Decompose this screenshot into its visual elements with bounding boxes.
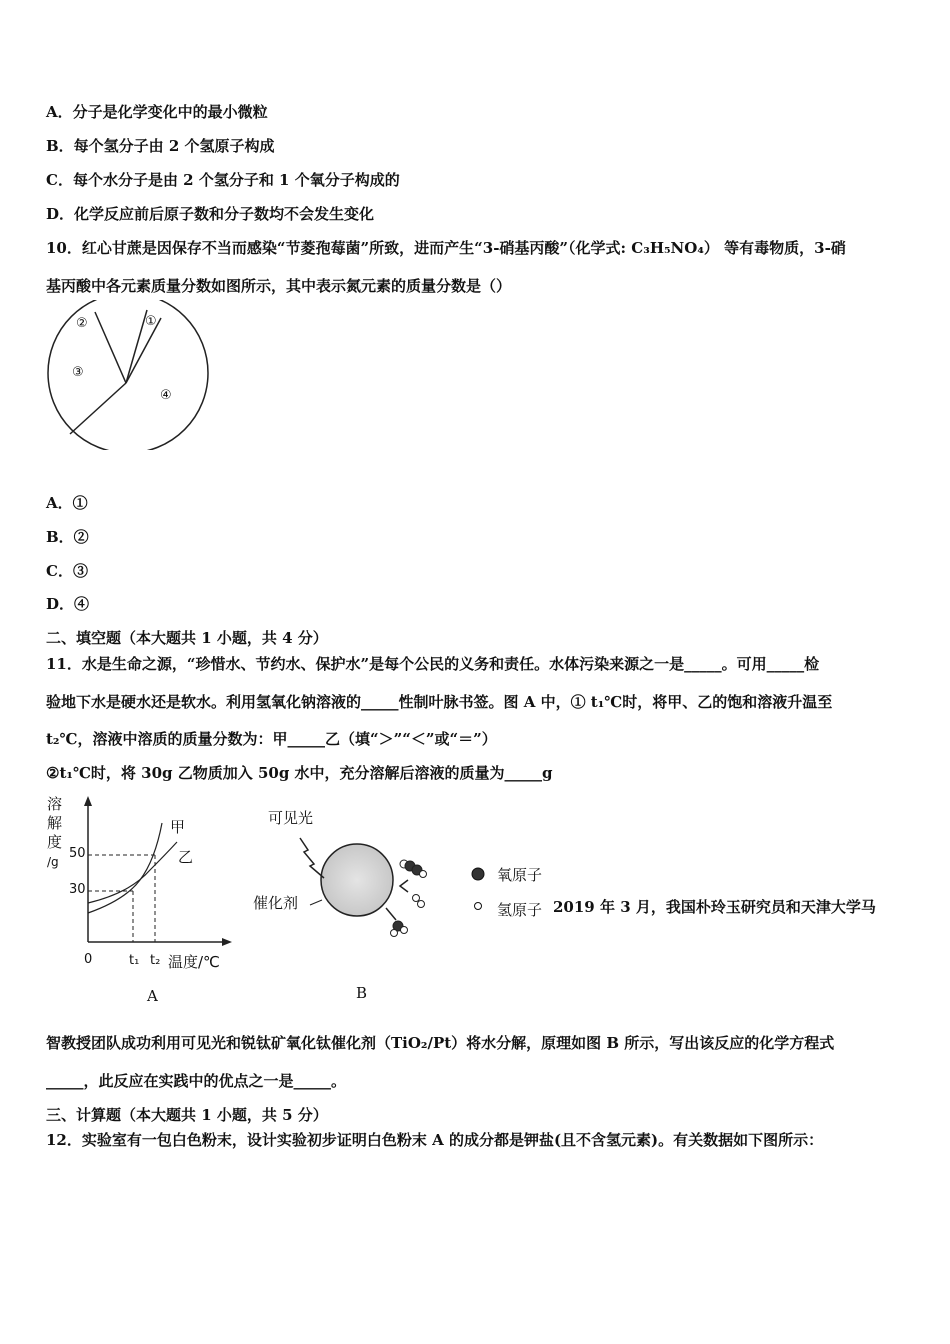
catalyst-label: 催化剂 [253,894,299,912]
solubility-graph [40,790,240,960]
hydrogen-atom [413,895,420,902]
hydrogen-atom-icon [472,900,484,912]
q9-option-a: A．分子是化学变化中的最小微粒 [46,103,268,121]
q11-line5: 智教授团队成功利用可见光和锐钛矿氧化钛催化剂（TiO₂/Pt）将水分解，原理如图 B 所示，写出该反应的化学方程式 [46,1034,835,1052]
pie-chart [40,300,220,450]
pie-label-1: ① [145,314,157,329]
figure-b-caption: B [356,984,368,1002]
q11-inline-text: 2019 年 3 月，我国朴玲玉研究员和天津大学马 [553,898,876,916]
q10-option-d: D．④ [46,595,90,613]
label-jia: 甲 [170,818,186,836]
y-axis-label: 溶 解 度 /g [47,795,63,869]
catalyst-sphere [321,844,393,916]
tick-50: 50 [69,846,86,861]
pie-label-2: ② [76,316,88,331]
hydrogen-legend-label: 氢原子 [497,901,543,919]
q11-line3: t₂℃，溶液中溶质的质量分数为：甲_____乙（填“＞”“＜”或“＝”） [46,730,497,748]
q12-line1: 12．实验室有一包白色粉末，设计实验初步证明白色粉末 A 的成分都是钾盐(且不含氢元素)。有关数据如下图所示： [46,1131,824,1149]
q9-option-b: B．每个氢分子由 2 个氢原子构成 [46,137,275,155]
pie-divider [126,310,147,383]
tick-30: 30 [69,882,86,897]
oxygen-legend-label: 氧原子 [497,866,543,884]
pie-label-3: ③ [72,365,84,380]
tick-t1: t₁ [129,953,140,968]
section-3-heading: 三、计算题（本大题共 1 小题，共 5 分） [46,1106,328,1124]
q11-line6: _____，此反应在实践中的优点之一是_____。 [46,1072,347,1090]
x-axis-label: 温度/℃ [168,953,220,971]
q10-line2: 基丙酸中各元素质量分数如图所示，其中表示氮元素的质量分数是（） [46,277,512,295]
section-2-heading: 二、填空题（本大题共 1 小题，共 4 分） [46,629,328,647]
visible-light-label: 可见光 [268,809,314,827]
photocatalysis-diagram [280,820,450,950]
origin-label: 0 [84,952,93,967]
pie-label-4: ④ [160,388,172,403]
q10-option-a: A．① [46,494,88,512]
arrow-icon [400,880,408,892]
q10-option-b: B．② [46,528,89,546]
q9-option-d: D．化学反应前后原子数和分子数均不会发生变化 [46,205,375,223]
q11-line4: ②t₁℃时，将 30g 乙物质加入 50g 水中，充分溶解后溶液的质量为_____g [46,764,553,782]
tick-t2: t₂ [150,953,161,968]
q11-line2: 验地下水是硬水还是软水。利用氢氧化钠溶液的_____性制叶脉书签。图 A 中，① t₁℃时，将甲、乙的饱和溶液升温至 [46,693,833,711]
q10-line1: 10．红心甘蔗是因保存不当而感染“节菱孢莓菌”所致，进而产生“3-硝基丙酸”（化学式: C₃H₅NO₄） 等有毒物质，3-硝 [46,239,846,257]
q11-line1: 11．水是生命之源，“珍惜水、节约水、保护水”是每个公民的义务和责任。水体污染来源之一是_____。可用_____检 [46,655,820,673]
pie-divider [95,312,126,383]
pie-divider [70,383,126,434]
figure-a-caption: A [147,987,158,1005]
q10-option-c: C．③ [46,562,88,580]
q9-option-c: C．每个水分子是由 2 个氢分子和 1 个氧分子构成的 [46,171,400,189]
label-yi: 乙 [178,848,194,866]
oxygen-atom-icon [470,866,486,882]
lightning-icon [300,838,324,878]
